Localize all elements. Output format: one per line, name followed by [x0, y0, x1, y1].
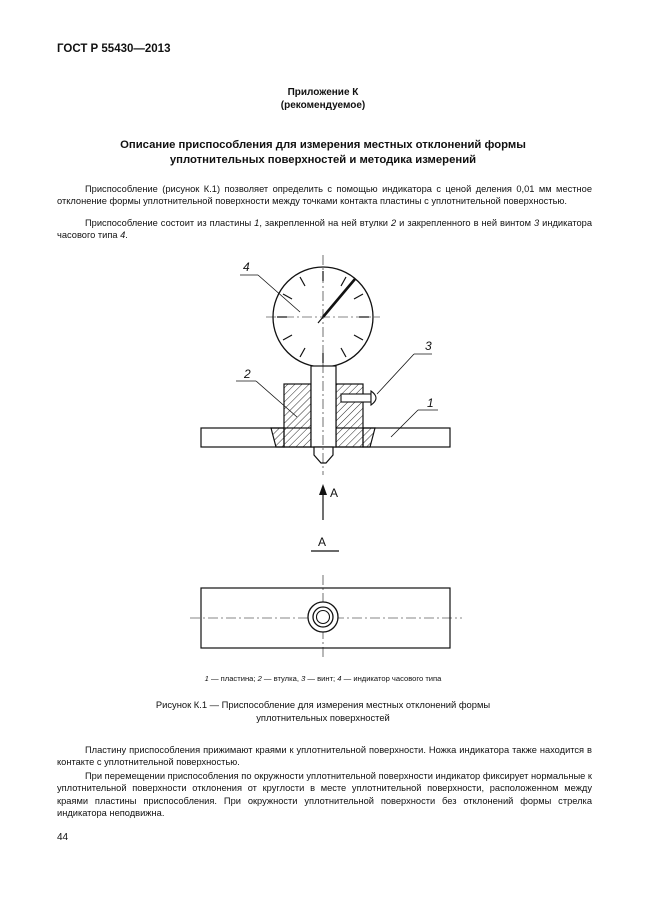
callout-4-leader — [258, 275, 300, 312]
plate-section — [201, 255, 450, 475]
legend-text-4: — индикатор часового типа — [341, 674, 442, 683]
legend-num-2: 2 — [257, 674, 262, 683]
appendix-status: (рекомендуемое) — [280, 100, 366, 111]
intro-p2-text-d: индикатора часового типа — [57, 218, 592, 241]
appendix-title: Приложение К — [287, 87, 359, 98]
legend-num-3: 3 — [301, 674, 306, 683]
legend-text-2: — втулка, — [261, 674, 302, 683]
intro-p2-ref-3: 3 — [533, 218, 540, 228]
sleeve-left — [284, 384, 311, 447]
page-number: 44 — [57, 832, 69, 843]
indicator-stem — [311, 366, 336, 447]
view-a-label — [311, 535, 339, 551]
intro-p2-ref-4: 4 — [120, 230, 126, 241]
callout-1-label: 1 — [427, 396, 434, 410]
callout-3-label: 3 — [425, 339, 432, 353]
legend-num-1: 1 — [204, 674, 209, 683]
arrow-label: А — [330, 486, 339, 500]
intro-p2-text-e: . — [125, 230, 128, 241]
method-paragraph-2: При перемещении приспособления по окружности уплотнительной поверхности индикатор фиксирует нормальные к уплотнительной поверхности отклонения от круглости в месте уплотнительной поверхности, расположенном между краями пластины приспособления. При окружности уплотнительной поверхности без отклонений формы стрелка индикатора неподвижна. — [57, 771, 592, 818]
intro-paragraph-1: Приспособление (рисунок К.1) позволяет определить с помощью индикатора с ценой деления 0,01 мм местное отклонение формы уплотнительной поверхности между точками контакта пластины с уплотнительной поверхностью. — [57, 184, 592, 207]
intro-p2-text-c: и закрепленного в ней винтом — [396, 218, 534, 228]
view-arrow — [319, 484, 338, 520]
figure-caption — [0, 698, 646, 724]
section-title-line1: Описание приспособления для измерения местных отклонений формы — [120, 139, 526, 151]
view-label-text: А — [318, 535, 327, 549]
figure-legend — [0, 674, 646, 683]
figure-caption-line2: уплотнительных поверхностей — [256, 712, 390, 723]
method-paragraph-1: Пластину приспособления прижимают краями к уплотнительной поверхности. Ножка индикатора также находится в контакте с уплотнительной поверхностью. — [57, 745, 592, 768]
arrow-up-icon — [319, 484, 327, 495]
legend-text-1: — пластина; — [208, 674, 258, 683]
callout-2-label: 2 — [244, 367, 251, 381]
legend-num-4: 4 — [337, 674, 342, 683]
top-view — [190, 575, 462, 660]
intro-p2-ref-2: 2 — [390, 218, 397, 228]
figure-caption-line1: Рисунок К.1 — Приспособление для измерения местных отклонений формы — [155, 699, 491, 710]
screw-head — [371, 391, 376, 405]
dial-pointer — [323, 279, 355, 317]
intro-p2-ref-1: 1 — [254, 218, 260, 228]
document-code: ГОСТ Р 55430—2013 — [57, 43, 171, 55]
legend-text-3: — винт; — [305, 674, 338, 683]
section-title-line2: уплотнительных поверхностей и методика измерений — [169, 154, 477, 166]
callout-4-label: 4 — [243, 260, 250, 274]
indicator-tip — [314, 447, 333, 463]
callout-1-leader — [391, 410, 418, 437]
plate-hatch-right — [363, 428, 375, 447]
callout-3-leader — [377, 354, 414, 394]
intro-p2-text-b: , закрепленной на ней втулки — [259, 218, 391, 228]
screw-body — [341, 394, 371, 402]
intro-p2-text-a: Приспособление состоит из пластины — [85, 218, 255, 228]
plate-hatch-left — [271, 428, 284, 447]
